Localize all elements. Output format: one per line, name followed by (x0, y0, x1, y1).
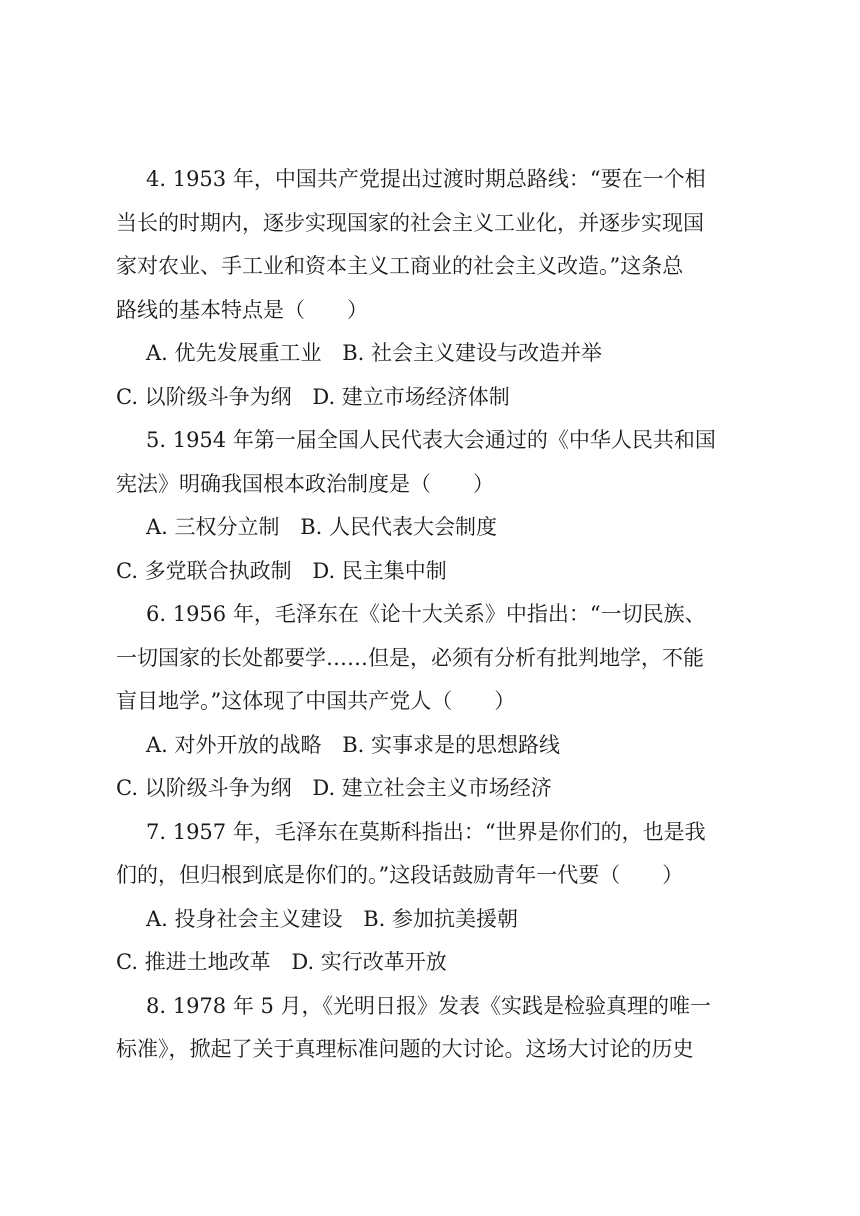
option-b[interactable]: B. 人民代表大会制度 (300, 515, 498, 539)
options-row (116, 506, 756, 550)
question-stem-line: 标准》，掀起了关于真理标准问题的大讨论。这场大讨论的历史 (116, 1037, 694, 1061)
exam-page (116, 158, 756, 1072)
question-stem-line: 当长的时期内，逐步实现国家的社会主义工业化，并逐步实现国 (116, 210, 704, 235)
question-stem-line: 8. 1978 年 5 月，《光明日报》发表《实践是检验真理的唯一 (146, 993, 712, 1018)
option-c[interactable]: C. 多党联合执政制 (116, 558, 292, 583)
question-stem-line: 路线的基本特点是（ ） (116, 297, 368, 322)
options-row (116, 941, 756, 985)
options-row (116, 550, 756, 594)
option-d[interactable]: D. 建立社会主义市场经济 (312, 776, 552, 800)
options-row (116, 724, 756, 768)
options-row (116, 767, 756, 811)
question-stem-line: 盲目地学。”这体现了中国共产党人（ ） (116, 689, 516, 713)
option-b[interactable]: B. 社会主义建设与改造并举 (342, 341, 602, 365)
options-row (116, 376, 756, 420)
option-d[interactable]: D. 实行改革开放 (291, 950, 447, 974)
question-5 (116, 419, 756, 593)
option-b[interactable]: B. 实事求是的思想路线 (342, 732, 560, 757)
option-d[interactable]: D. 建立市场经济体制 (312, 384, 510, 409)
question-stem-line: 一切国家的长处都要学……但是，必须有分析有批判地学，不能 (116, 645, 704, 670)
option-a[interactable]: A. 三权分立制 (146, 515, 280, 539)
option-c[interactable]: C. 以阶级斗争为纲 (116, 384, 292, 409)
options-row (116, 332, 756, 376)
question-stem-line: 7. 1957 年，毛泽东在莫斯科指出：“世界是你们的，也是我 (146, 819, 706, 844)
option-d[interactable]: D. 民主集中制 (312, 558, 447, 583)
question-stem-line: 家对农业、手工业和资本主义工商业的社会主义改造。”这条总 (116, 254, 684, 278)
question-stem-line: 6. 1956 年，毛泽东在《论十大关系》中指出：“一切民族、 (146, 602, 706, 626)
question-stem-line: 宪法》明确我国根本政治制度是（ ） (116, 471, 494, 496)
option-a[interactable]: A. 投身社会主义建设 (146, 906, 343, 931)
question-4 (116, 158, 756, 419)
options-row (116, 898, 756, 942)
question-8 (116, 985, 756, 1072)
option-b[interactable]: B. 参加抗美援朝 (363, 906, 518, 931)
option-a[interactable]: A. 对外开放的战略 (146, 732, 322, 757)
question-stem-line: 5. 1954 年第一届全国人民代表大会通过的《中华人民共和国 (146, 428, 716, 452)
question-stem-line: 4. 1953 年，中国共产党提出过渡时期总路线：“要在一个相 (146, 167, 706, 191)
option-c[interactable]: C. 以阶级斗争为纲 (116, 776, 292, 800)
option-a[interactable]: A. 优先发展重工业 (146, 341, 322, 365)
question-stem-line: 们的，但归根到底是你们的。”这段话鼓励青年一代要（ ） (116, 863, 684, 887)
option-c[interactable]: C. 推进土地改革 (116, 950, 271, 974)
question-7 (116, 811, 756, 985)
question-6 (116, 593, 756, 811)
